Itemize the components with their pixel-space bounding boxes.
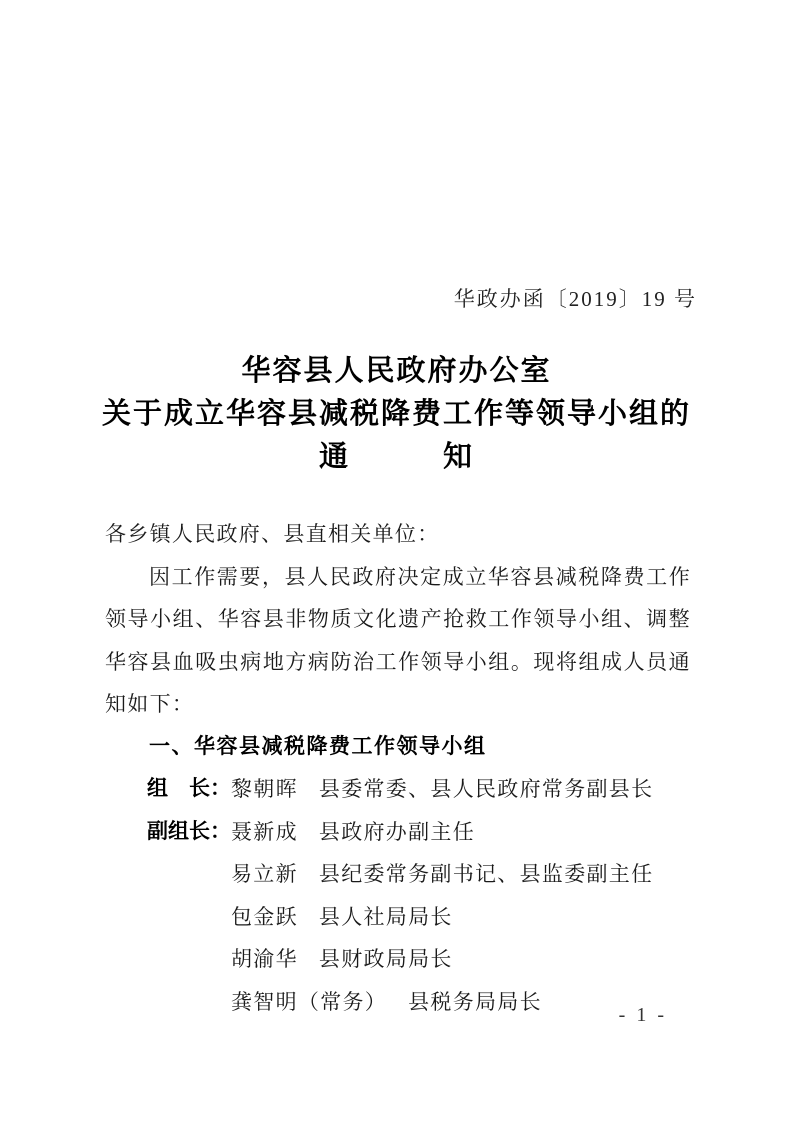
member-role-label — [147, 938, 231, 981]
member-role-label — [147, 896, 231, 939]
member-name: 黎朝晖 — [231, 777, 298, 801]
title-line-2: 关于成立华容县减税降费工作等领导小组的 — [101, 398, 691, 430]
member-row — [105, 853, 691, 896]
document-title — [0, 350, 793, 479]
member-row — [105, 896, 691, 939]
member-row — [105, 981, 691, 1024]
title-line-3: 通 知 — [318, 441, 474, 473]
section-heading: 一、华容县减税降费工作领导小组 — [149, 734, 487, 758]
doc-number: 华政办函〔2019〕19 号 — [453, 287, 697, 311]
page-number: - 1 - — [618, 1004, 667, 1026]
salutation: 各乡镇人民政府、县直相关单位： — [105, 522, 440, 546]
member-row — [105, 811, 691, 854]
member-name: 易立新 — [231, 862, 298, 886]
member-row — [105, 768, 691, 811]
member-role-label: 副组长： — [147, 819, 231, 843]
title-line-1: 华容县人民政府办公室 — [241, 355, 552, 387]
member-role-label: 组 长： — [147, 777, 231, 800]
member-title: 县纪委常务副书记、县监委副主任 — [318, 862, 654, 886]
member-name: 包金跃 — [231, 904, 298, 929]
member-title: 县财政局局长 — [318, 947, 453, 971]
member-role-label — [147, 853, 231, 896]
member-title: 县政府办副主任 — [318, 819, 476, 844]
member-role-label — [147, 981, 231, 1024]
member-title: 县人社局局长 — [318, 904, 453, 929]
member-row — [105, 938, 691, 981]
member-name: 胡渝华 — [231, 947, 298, 971]
member-name: 聂新成 — [231, 819, 298, 844]
document-body — [105, 513, 691, 1023]
member-title: 县税务局局长 — [408, 989, 542, 1014]
member-name: 龚智明（常务） — [231, 989, 388, 1014]
intro-paragraph: 因工作需要，县人民政府决定成立华容县减税降费工作领导小组、华容县非物质文化遗产抢救工作领导小组、调整华容县血吸虫病地方病防治工作领导小组。现将组成人员通知如下： — [105, 564, 691, 716]
member-title: 县委常委、县人民政府常务副县长 — [318, 777, 654, 801]
